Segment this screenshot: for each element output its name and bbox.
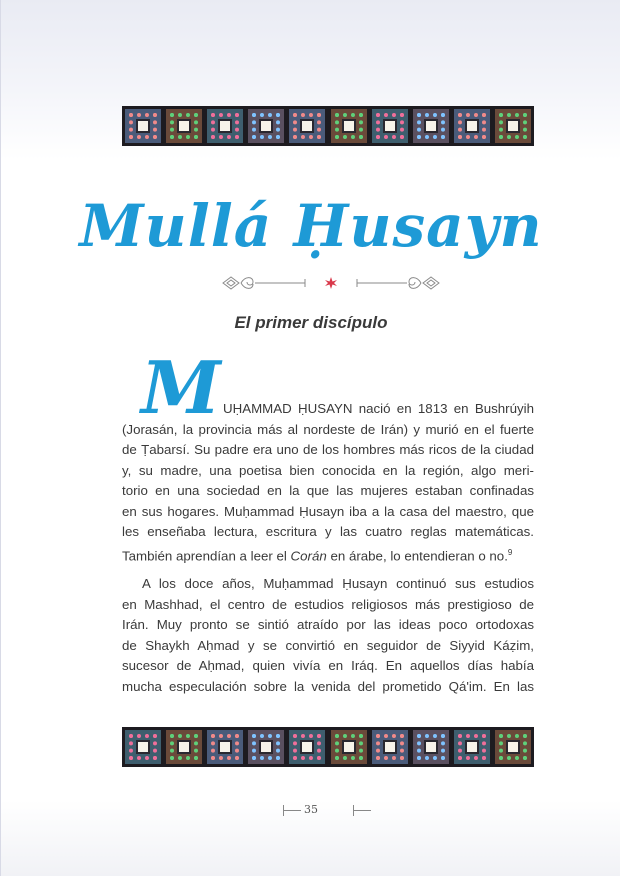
text-fragment: También aprendían a leer el xyxy=(122,547,291,563)
text-line: mucha especulación sobre la venida del prometido Qá'im. En las xyxy=(122,678,534,694)
mosaic-tile xyxy=(331,109,367,143)
mosaic-tile xyxy=(413,109,449,143)
chapter-title: Mullá Ḥusayn xyxy=(79,192,543,260)
footnote-reference[interactable]: 9 xyxy=(507,547,513,557)
text-fragment: en árabe, lo entendieran o no. xyxy=(326,547,508,563)
text-line: de Shaykh Aḥmad y se convirtió en seguidor de Siyyid Káẓim, xyxy=(122,637,534,653)
text-line xyxy=(122,543,534,567)
mosaic-tile xyxy=(372,109,408,143)
text-line: (Jorasán, la provincia más al nordeste de Irán) y murió en el fuerte xyxy=(122,421,534,437)
top-decorative-band xyxy=(122,106,534,146)
mosaic-tile xyxy=(454,730,490,764)
mosaic-tile xyxy=(207,730,243,764)
text-line: y, su madre, una poetisa bien conocida en la región, algo meri- xyxy=(122,462,534,478)
page-number-rule-icon xyxy=(353,810,371,811)
chapter-subtitle: El primer discípulo xyxy=(234,313,388,332)
drop-cap: M xyxy=(141,345,221,430)
flourish-divider-icon xyxy=(221,274,441,292)
mosaic-tile xyxy=(331,730,367,764)
paragraph-2 xyxy=(122,574,534,697)
mosaic-tile xyxy=(289,730,325,764)
mosaic-tile xyxy=(125,730,161,764)
text-line: Irán. Muy pronto se sintió atraído por las ideas poco ortodoxas xyxy=(122,617,534,632)
page-number: 35 xyxy=(304,803,318,816)
text-line: en Mashhad, el centro de estudios religiosos más prestigioso de xyxy=(122,596,534,612)
mosaic-tile xyxy=(207,109,243,143)
text-line: de Ṭabarsí. Su padre era uno de los hombres más ricos de la ciudad xyxy=(122,442,534,457)
mosaic-tile xyxy=(413,730,449,764)
mosaic-tile xyxy=(248,730,284,764)
text-line: les enseñaba lectura, escritura y las cuatro reglas matemáticas. xyxy=(122,524,534,539)
mosaic-tile xyxy=(125,109,161,143)
page-number-rule-icon xyxy=(353,805,354,816)
mosaic-tile xyxy=(166,730,202,764)
text-line: torio en una sociedad en la que las mujeres estaban confinadas xyxy=(122,483,534,498)
bottom-decorative-band xyxy=(122,727,534,767)
mosaic-tile xyxy=(495,730,531,764)
text-line: A los doce años, Muḥammad Ḥusayn continuó sus estudios xyxy=(142,576,534,591)
mosaic-tile xyxy=(372,730,408,764)
italic-book-title: Corán xyxy=(290,547,327,563)
mosaic-tile xyxy=(166,109,202,143)
mosaic-tile xyxy=(248,109,284,143)
mosaic-tile xyxy=(289,109,325,143)
paragraph-1 xyxy=(122,399,534,566)
text-line: sucesor de Aḥmad, quien vivía en Iráq. En aquellos días había xyxy=(122,658,534,673)
mosaic-tile xyxy=(454,109,490,143)
text-line: UḤAMMAD ḤUSAYN nació en 1813 en Bushrúyih xyxy=(223,401,534,416)
text-line: en sus hogares. Muḥammad Ḥusayn iba a la casa del maestro, que xyxy=(122,503,534,519)
mosaic-tile xyxy=(495,109,531,143)
